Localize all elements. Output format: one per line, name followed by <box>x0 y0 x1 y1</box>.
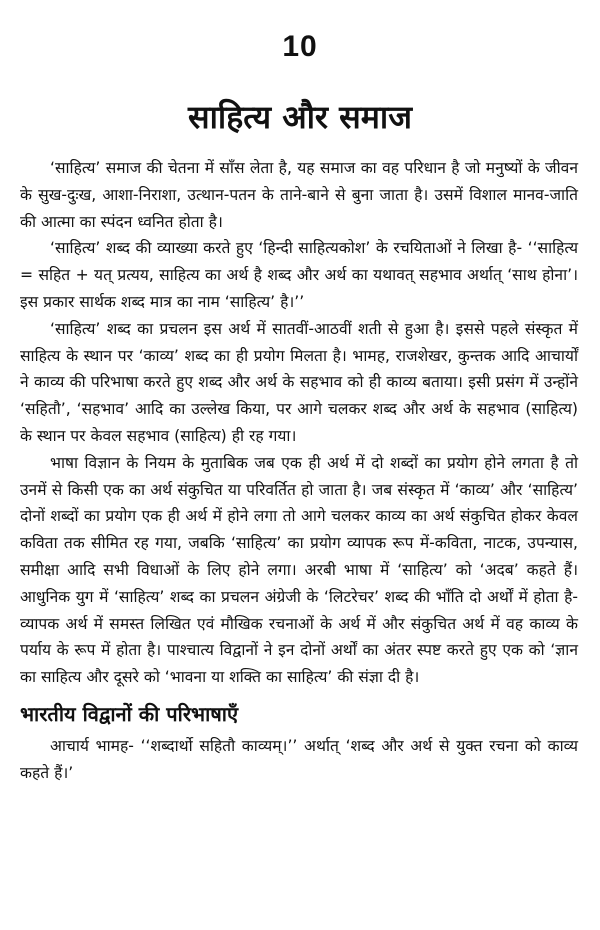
section-heading: भारतीय विद्वानों की परिभाषाएँ <box>20 701 239 726</box>
chapter-body <box>20 155 578 787</box>
paragraph-3: ‘साहित्य’ शब्द का प्रचलन इस अर्थ में सातवीं-आठवीं शती से हुआ है। इससे पहले संस्कृत में साहित्य के स्थान पर ‘काव्य’ शब्द का ही प्रयोग मिलता है। भामह, राजशेखर, कुन्तक आदि आचार्यों ने काव्य की परिभाषा करते हुए शब्द और अर्थ के सहभाव को ही काव्य बताया। इसी प्रसंग में उन्होंने ‘सहितौ’, ‘सहभाव’ आदि का उल्लेख किया, पर आगे चलकर शब्द और अर्थ के सहभाव (साहित्य) के स्थान पर केवल सहभाव (साहित्य) ही रह गया। <box>20 319 578 445</box>
chapter-title: साहित्य और समाज <box>188 98 412 136</box>
section-paragraph: आचार्य भामह- ‘‘शब्दार्थो सहितौ काव्यम्।’’ अर्थात् ‘शब्द और अर्थ से युक्त रचना को काव्य कहते हैं।’ <box>20 736 578 782</box>
paragraph-4: भाषा विज्ञान के नियम के मुताबिक जब एक ही अर्थ में दो शब्दों का प्रयोग होने लगता है तो उनमें से किसी एक का अर्थ संकुचित या परिवर्तित हो जाता है। जब संस्कृत में ‘काव्य’ और ‘साहित्य’ दोनों शब्दों का प्रयोग एक ही अर्थ में होने लगा तो आगे चलकर काव्य का अर्थ संकुचित होकर केवल कविता तक सीमित रह गया, जबकि ‘साहित्य’ का प्रयोग व्यापक रूप में-कविता, नाटक, उपन्यास, समीक्षा आदि सभी विधाओं के लिए होने लगा। अरबी भाषा में ‘साहित्य’ को ‘अदब’ कहते हैं। आधुनिक युग में ‘साहित्य’ शब्द का प्रचलन अंग्रेजी के ‘लिटरेचर’ शब्द की भाँति दो अर्थों में होता है-व्यापक अर्थ में समस्त लिखित एवं मौखिक रचनाओं के अर्थ में और संकुचित अर्थ में वह काव्य के पर्याय के रूप में होता है। पाश्चात्य विद्वानों ने इन दोनों अर्थों का अंतर स्पष्ट करते हुए एक को ‘ज्ञान का साहित्य और दूसरे को ‘भावना या शक्ति का साहित्य’ की संज्ञा दी है। <box>20 453 578 687</box>
chapter-number: 10 <box>282 30 318 63</box>
paragraph-1: ‘साहित्य’ समाज की चेतना में साँस लेता है, यह समाज का वह परिधान है जो मनुष्यों के जीवन के सुख-दुःख, आशा-निराशा, उत्थान-पतन के ताने-बाने से बुना जाता है। उसमें विशाल मानव-जाति की आत्मा का स्पंदन ध्वनित होता है। <box>20 159 578 231</box>
paragraph-2: ‘साहित्य’ शब्द की व्याख्या करते हुए ‘हिन्दी साहित्यकोश’ के रचयिताओं ने लिखा है- ‘‘साहित्य = सहित + यत् प्रत्यय, साहित्य का अर्थ है शब्द और अर्थ का यथावत् सहभाव अर्थात् ‘साथ होना’। इस प्रकार सार्थक शब्द मात्र का नाम ‘साहित्य’ है।’’ <box>20 239 578 311</box>
